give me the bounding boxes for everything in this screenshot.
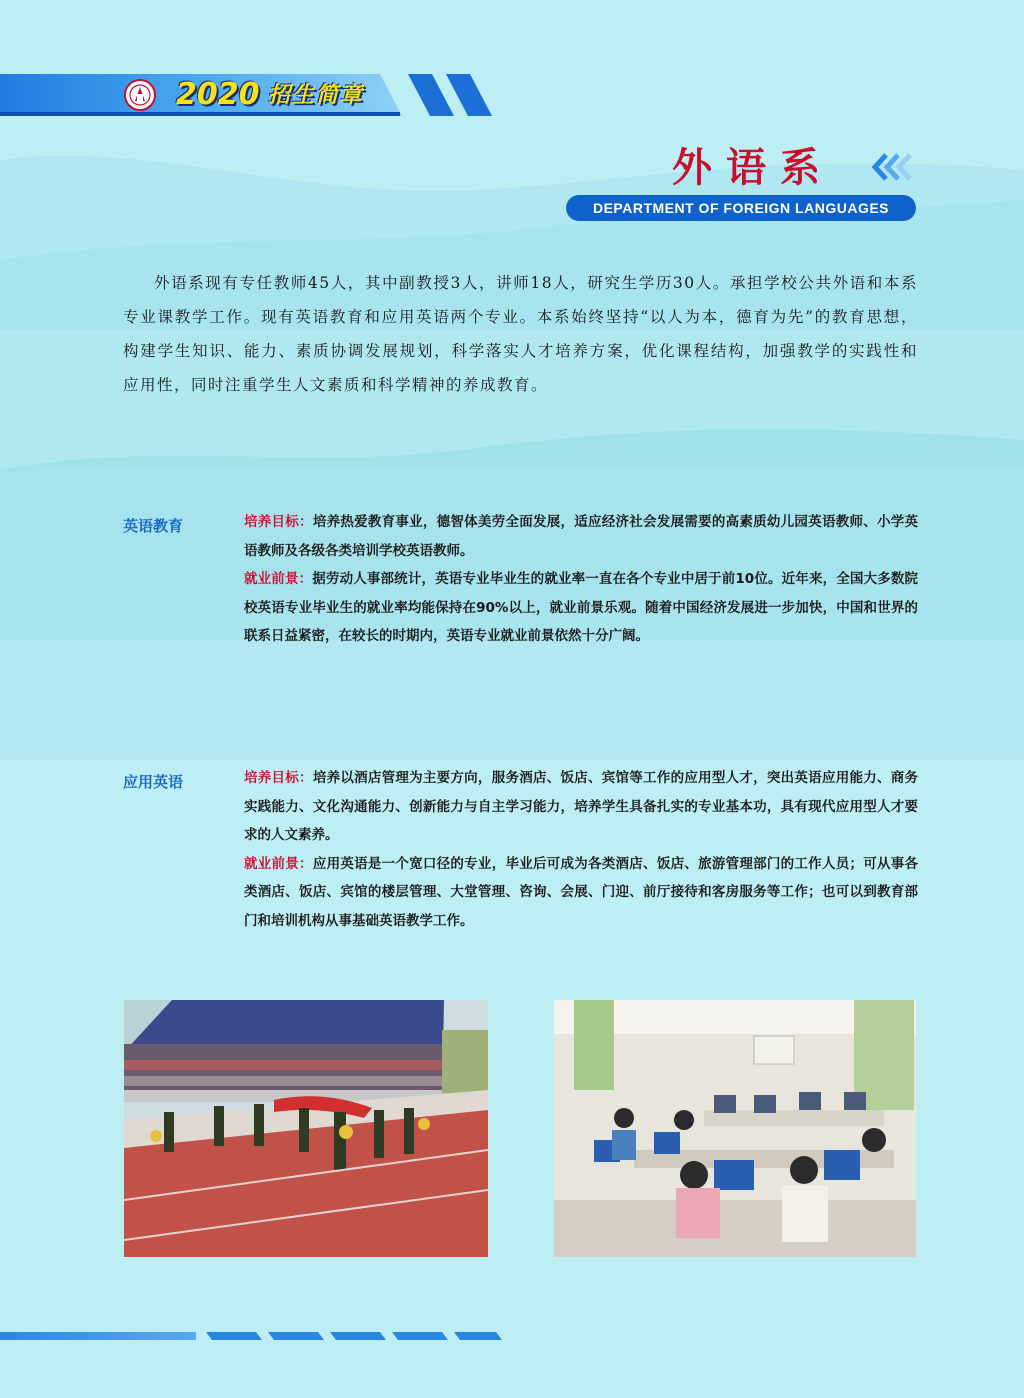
training-goal bbox=[244, 764, 918, 850]
employment-prospect-text: 据劳动人事部统计，英语专业毕业生的就业率一直在各个专业中居于前10位。近年来，全国大多数院校英语专业毕业生的就业率均能保持在90%以上，就业前景乐观。随着中国经济发展进一步加快，中国和世界的联系日益紧密，在较长的时期内，英语专业就业前景依然十分广阔。 bbox=[244, 571, 919, 644]
training-goal-text: 培养以酒店管理为主要方向，服务酒店、饭店、宾馆等工作的应用型人才，突出英语应用能力、商务实践能力、文化沟通能力、创新能力与自主学习能力，培养学生具备扎实的专业基本功，具有现代应用型人才要求的人文素养。 bbox=[244, 770, 919, 843]
major-name-english-education: 英语教育 bbox=[123, 517, 184, 535]
employment-prospect-label: 就业前景： bbox=[244, 571, 313, 587]
employment-prospect-text: 应用英语是一个宽口径的专业，毕业后可成为各类酒店、饭店、旅游管理部门的工作人员；可从事各类酒店、饭店、宾馆的楼层管理、大堂管理、咨询、会展、门迎、前厅接待和客房服务等工作；也可以到教育部门和培训机构从事基础英语教学工作。 bbox=[244, 855, 919, 929]
major-body-english-education bbox=[244, 508, 918, 651]
training-goal-label: 培养目标： bbox=[244, 514, 313, 530]
header-year: 2020 bbox=[176, 77, 260, 112]
training-goal bbox=[244, 508, 918, 565]
training-goal-label: 培养目标： bbox=[244, 770, 313, 786]
major-name-applied-english: 应用英语 bbox=[123, 773, 184, 791]
employment-prospect bbox=[244, 565, 918, 651]
employment-prospect bbox=[244, 850, 918, 936]
header-banner bbox=[0, 74, 520, 116]
footer-bar bbox=[0, 1330, 520, 1342]
school-logo-icon bbox=[124, 79, 156, 111]
training-goal-text: 培养热爱教育事业，德智体美劳全面发展，适应经济社会发展需要的高素质幼儿园英语教师、小学英语教师及各级各类培训学校英语教师。 bbox=[244, 514, 919, 559]
employment-prospect-label: 就业前景： bbox=[244, 855, 313, 872]
department-intro: 外语系现有专任教师45人，其中副教授3人，讲师18人，研究生学历30人。承担学校公共外语和本系专业课教学工作。现有英语教育和应用英语两个专业。本系始终坚持“以人为本，德育为先”的教育思想，构建学生知识、能力、素质协调发展规划，科学落实人才培养方案，优化课程结构，加强教学的实践性和应用性，同时注重学生人文素质和科学精神的养成教育。 bbox=[123, 274, 918, 394]
department-title: 外语系 bbox=[672, 144, 834, 191]
header-brochure-title: 招生简章 bbox=[268, 83, 365, 108]
photo-computer-lab bbox=[554, 1000, 916, 1257]
chevron-left-icon bbox=[870, 152, 916, 182]
department-english-title: DEPARTMENT OF FOREIGN LANGUAGES bbox=[566, 195, 916, 221]
major-body-applied-english bbox=[244, 764, 918, 935]
photo-flag-parade bbox=[124, 1000, 488, 1257]
